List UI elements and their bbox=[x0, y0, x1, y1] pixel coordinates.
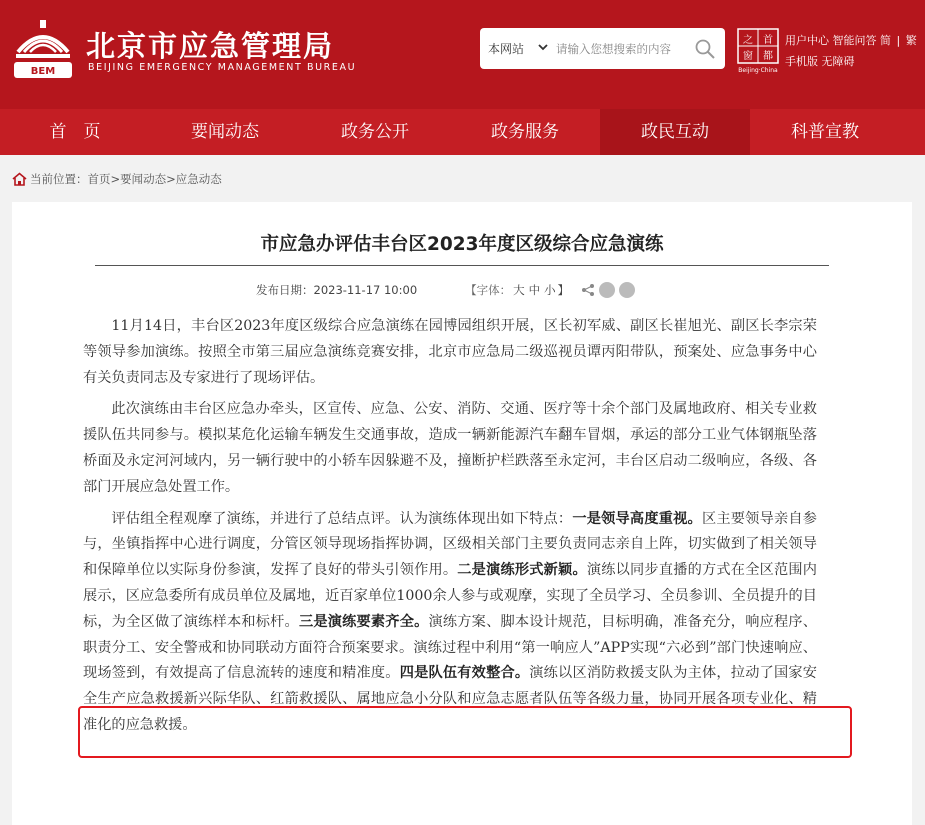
svg-text:都: 都 bbox=[763, 51, 773, 62]
smart-qa-link[interactable]: 智能问答 bbox=[832, 34, 877, 47]
site-title[interactable]: 北京市应急管理局 bbox=[86, 29, 335, 63]
site-subtitle: BEIJING EMERGENCY MANAGEMENT BUREAU bbox=[88, 62, 357, 73]
search-box bbox=[480, 28, 725, 69]
mobile-link[interactable]: 手机版 bbox=[785, 55, 818, 68]
nav-item-home[interactable]: 首 页 bbox=[49, 122, 101, 142]
search-scope-select[interactable]: 本网站 bbox=[488, 42, 525, 56]
nav-item-news[interactable]: 要闻动态 bbox=[191, 122, 259, 142]
svg-text:首: 首 bbox=[763, 35, 773, 46]
point-three: 三是演练要素齐全。 bbox=[298, 613, 429, 630]
home-icon bbox=[12, 172, 27, 186]
font-size-large-button[interactable]: 大 bbox=[513, 283, 525, 297]
publish-date: 2023-11-17 10:00 bbox=[313, 283, 418, 297]
share-icon[interactable] bbox=[581, 283, 595, 297]
font-size-label: 【字体： bbox=[465, 283, 512, 297]
accessibility-link[interactable]: 无障碍 bbox=[821, 55, 855, 68]
breadcrumb: 当前位置： 首页 > 要闻动态 > 应急动态 bbox=[12, 171, 222, 187]
font-size-medium-button[interactable]: 中 bbox=[528, 283, 541, 297]
nav-item-science-education[interactable]: 科普宣教 bbox=[791, 122, 859, 142]
point-four: 四是队伍有效整合。 bbox=[399, 665, 530, 682]
capital-window-badge-icon[interactable] bbox=[737, 28, 779, 74]
font-size-small-button[interactable]: 小 bbox=[544, 283, 556, 297]
article-title: 市应急办评估丰台区2023年度区级综合应急演练 bbox=[260, 234, 664, 255]
bureau-logo-icon[interactable] bbox=[8, 14, 78, 82]
article-paragraph-3: 评估组全程观摩了演练，并进行了总结点评。认为演练体现出如下特点：一是领导高度重视。区主要领导亲自参与，坐镇指挥中心进行调度，分管区领导现场指挥协调，区级相关部门主要负责同志亲自上阵，切实做到了相关领导和保障单位以实际身份参演，发挥了良好的带头引领作用。二是演练形式新颖。演练以同步直播的方式在全区范围内展示，区应急委所有成员单位及属地，近百家单位1000余人参与或观摩，实现了全员学习、全员参训、全员提升的目标，为全区做了演练样本和标杆。三是演练要素齐全。演练方案、脚本设计规范，目标明确，准备充分，响应程序、职责分工、安全警戒和协同联动方面符合预案要求。演练过程中利用“第一响应人”APP实现“六必到”部门快速响应、现场签到，有效提高了信息流转的速度和精准度。四是队伍有效整合。演练以区消防救援支队为主体，拉动了国家安全生产应急救援新兴际华队、红箭救援队、属地应急小分队和应急志愿者队伍等各级力量，协同开展各项专业化、精准化的应急救援。 bbox=[83, 510, 817, 733]
date-label: 发布日期： bbox=[256, 283, 314, 297]
wechat-share-icon[interactable] bbox=[599, 282, 615, 298]
nav-item-interaction[interactable]: 政民互动 bbox=[600, 109, 750, 155]
point-one: 一是领导高度重视。 bbox=[572, 510, 702, 527]
title-divider bbox=[95, 265, 829, 266]
search-icon[interactable] bbox=[693, 37, 717, 61]
breadcrumb-emergency-news[interactable]: 应急动态 bbox=[175, 172, 222, 186]
svg-text:BEM: BEM bbox=[30, 66, 56, 77]
article-meta: 发布日期： 2023-11-17 10:00 【字体： 大 中 小 】 bbox=[256, 282, 635, 298]
chevron-down-icon[interactable] bbox=[537, 41, 549, 53]
user-center-link[interactable]: 用户中心 bbox=[785, 34, 829, 47]
article-paragraph-2: 此次演练由丰台区应急办牵头，区宣传、应急、公安、消防、交通、医疗等十余个部门及属地政府、相关专业救援队伍共同参与。模拟某危化运输车辆发生交通事故，造成一辆新能源汽车翻车冒烟，承运的部分工业气体钢瓶坠落桥面及永定河河域内，另一辆行驶中的小轿车因躲避不及，撞断护栏跌落至永定河，丰台区启动二级响应，各级、各部门开展应急处置工作。 bbox=[83, 401, 817, 495]
breadcrumb-home[interactable]: 首页 bbox=[87, 172, 111, 186]
article-body bbox=[83, 314, 817, 745]
article-paragraph-1: 11月14日，丰台区2023年度区级综合应急演练在园博园组织开展，区长初军威、副区长崔旭光、副区长李宗荣等领导参加演练。按照全市第三届应急演练竞赛安排，北京市应急局二级巡视员谭丙阳带队，预案处、应急事务中心有关负责同志及专家进行了现场评估。 bbox=[83, 318, 817, 386]
site-header bbox=[0, 0, 925, 109]
traditional-link[interactable]: 繁 bbox=[905, 34, 917, 47]
search-input[interactable] bbox=[556, 36, 686, 61]
weibo-share-icon[interactable] bbox=[619, 282, 635, 298]
point-two: 二是演练形式新颖。 bbox=[457, 562, 587, 579]
svg-text:之: 之 bbox=[743, 35, 753, 46]
breadcrumb-label: 当前位置： bbox=[30, 172, 88, 186]
simplified-link[interactable]: 简 bbox=[880, 34, 891, 47]
nav-item-open-government[interactable]: 政务公开 bbox=[341, 122, 409, 142]
svg-text:Beijing·China: Beijing·China bbox=[738, 67, 778, 74]
main-nav bbox=[0, 109, 925, 155]
svg-text:窗: 窗 bbox=[743, 51, 753, 62]
top-links: 用户中心 智能问答 简 | 繁 手机版 无障碍 bbox=[785, 34, 917, 68]
nav-item-government-services[interactable]: 政务服务 bbox=[491, 122, 559, 142]
breadcrumb-news[interactable]: 要闻动态 bbox=[120, 172, 167, 186]
